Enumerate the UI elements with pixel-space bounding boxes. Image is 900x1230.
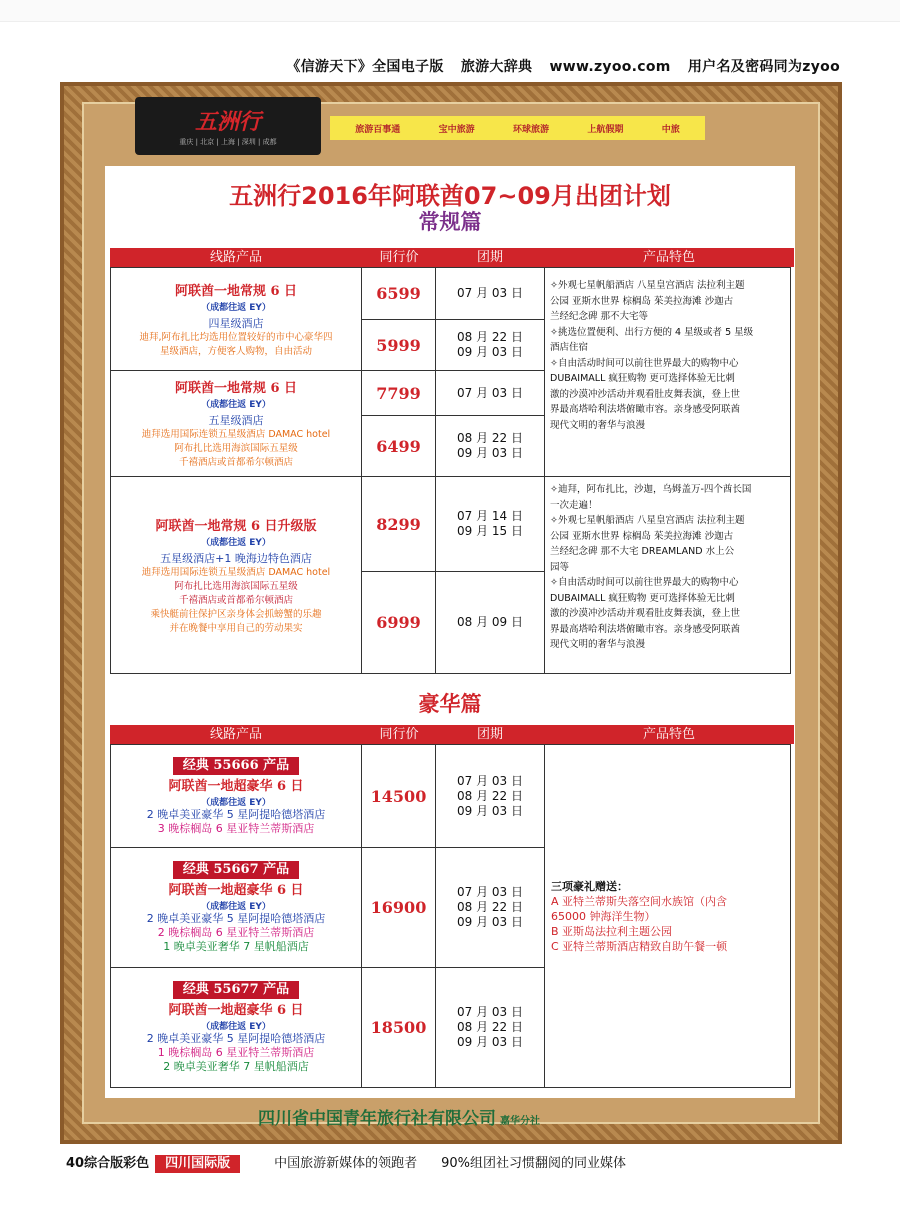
login-note: 用户名及密码同为zyoo [687, 59, 840, 75]
route-hotel: 五星级酒店+1 晚海边特色酒店 [160, 551, 312, 565]
price-cell: 14500 [361, 744, 436, 848]
price-cell: 6499 [361, 415, 436, 477]
partner-logo: 宝中旅游 [438, 124, 475, 135]
route-note: 乘快艇前往保护区亲身体会抓螃蟹的乐趣 [150, 608, 322, 620]
column-header: 同行价 [379, 727, 419, 742]
column-header: 团期 [476, 727, 503, 742]
feature-line: 兰经纪念碑 那不大宅等 [550, 311, 649, 322]
gift-item: 65000 钟海洋生物） [551, 909, 656, 923]
route-cell [110, 967, 362, 1088]
feature-line: 公园 亚斯水世界 棕榈岛 茱美拉海滩 沙迦古 [550, 295, 734, 307]
feature-line: 激的沙漠冲沙活动并观看肚皮舞表演，登上世 [550, 608, 741, 619]
route-hotel-line: 1 晚卓美亚奢华 7 星帆船酒店 [163, 940, 309, 953]
column-header: 团期 [476, 250, 503, 265]
company-name [258, 1104, 540, 1129]
table-header-regular [110, 248, 794, 267]
features-cell [544, 267, 791, 477]
date-text: 09 月 03 日 [457, 446, 523, 460]
publication-name: 《信游天下》全国电子版 [286, 59, 444, 75]
route-name: 阿联酋一地常规 6 日 [174, 283, 298, 299]
date-text: 07 月 14 日 [457, 509, 523, 523]
partner-logo: 中旅 [661, 124, 680, 135]
feature-line: 园等 [550, 561, 570, 573]
dates-cell [435, 476, 545, 572]
dates-cell [435, 370, 545, 416]
features-cell [544, 476, 791, 674]
route-departure: （成都往返 EY） [201, 400, 271, 410]
company-branch: 嘉华分社 [500, 1116, 540, 1127]
dictionary-label: 旅游大辞典 [460, 59, 533, 75]
route-cell [110, 267, 362, 371]
dates-cell [435, 571, 545, 674]
route-name: 阿联酋一地常规 6 日 [174, 381, 298, 396]
dates-cell [435, 267, 545, 320]
route-hotel-line: 1 晚棕榈岛 6 星亚特兰蒂斯酒店 [157, 1046, 315, 1059]
price-cell: 8299 [361, 476, 436, 572]
dates-cell [435, 744, 545, 848]
dates-cell [435, 415, 545, 477]
date-text: 07 月 03 日 [457, 286, 523, 300]
feature-line: DUBAIMALL 疯狂购物 更可选择体验无比刺 [550, 373, 735, 384]
feature-line: ✧外观七星帆船酒店 八星皇宫酒店 法拉利主题 [550, 280, 745, 291]
date-text: 09 月 15 日 [457, 524, 523, 538]
column-header: 线路产品 [209, 727, 262, 742]
gift-item: C 亚特兰蒂斯酒店精致自助午餐一顿 [551, 939, 728, 953]
dates-cell [435, 319, 545, 371]
feature-line: 界最高塔哈利法塔俯瞰市容。亲身感受阿联酋 [550, 623, 741, 635]
feature-line: ✧外观七星帆船酒店 八星皇宫酒店 法拉利主题 [550, 515, 745, 526]
date-text: 08 月 22 日 [457, 431, 523, 445]
route-hotel: 四星级酒店 [208, 316, 264, 330]
feature-line: 现代文明的奢华与浪漫 [550, 419, 646, 431]
product-badge: 经典 55667 产品 [173, 861, 299, 879]
partner-logo: 旅游百事通 [355, 124, 401, 135]
price-cell: 16900 [361, 847, 436, 968]
page-header [0, 0, 900, 82]
date-text: 09 月 03 日 [457, 345, 523, 359]
price-cell: 7799 [361, 370, 436, 416]
route-note: 迪拜选用国际连锁五星级酒店 DAMAC hotel [141, 566, 331, 578]
feature-line: 公园 亚斯水世界 棕榈岛 茱美拉海滩 沙迦古 [550, 530, 734, 542]
gifts-cell [544, 744, 791, 1088]
date-text: 08 月 22 日 [457, 1020, 523, 1034]
feature-line: 酒店住宿 [550, 342, 589, 353]
feature-line: ✧自由活动时间可以前往世界最大的购物中心 [550, 357, 739, 369]
date-text: 08 月 22 日 [457, 330, 523, 344]
date-text: 08 月 09 日 [457, 615, 523, 629]
company-title: 四川省中国青年旅行社有限公司 [258, 1109, 496, 1129]
gift-item: B 亚斯岛法拉利主题公园 [551, 924, 673, 938]
route-departure: （成都往返 EY） [201, 1022, 271, 1032]
logo-cities: 重庆 | 北京 | 上海 | 深圳 | 成都 [179, 138, 277, 146]
price-cell: 6599 [361, 267, 436, 320]
route-note: 并在晚餐中享用自己的劳动果实 [169, 622, 303, 634]
route-hotel-line: 2 晚卓美亚豪华 5 星阿提哈德塔酒店 [146, 912, 326, 925]
date-text: 08 月 22 日 [457, 788, 523, 803]
route-name: 阿联酋一地超豪华 6 日 [168, 883, 304, 898]
slogan: 中国旅游新媒体的领跑者 [274, 1156, 418, 1171]
column-header: 产品特色 [642, 727, 695, 742]
feature-line: ✧挑选位置便利、出行方便的 4 星级或者 5 星级 [550, 326, 754, 338]
partner-logo: 上航假期 [587, 124, 624, 135]
page-footer [66, 1152, 846, 1174]
feature-line: DUBAIMALL 疯狂购物 更可选择体验无比刺 [550, 592, 735, 604]
date-text: 09 月 03 日 [457, 915, 523, 929]
section-title-regular: 常规篇 [418, 210, 482, 234]
route-note: 阿布扎比选用海滨国际五星级 [174, 580, 298, 592]
dates-cell [435, 847, 545, 968]
route-name: 阿联酋一地常规 6 日升级版 [155, 518, 317, 534]
route-departure: （成都往返 EY） [201, 797, 271, 808]
route-cell [110, 476, 362, 674]
feature-line: 兰经纪念碑 那不大宅 DREAMLAND 水上公 [550, 546, 735, 557]
logo-text: 五洲行 [194, 109, 261, 135]
site-link[interactable]: www.zyoo.com [549, 59, 671, 75]
date-text: 09 月 03 日 [457, 803, 523, 818]
route-note: 千禧酒店或首都希尔顿酒店 [178, 594, 293, 606]
product-badge: 经典 55677 产品 [173, 981, 299, 999]
price-cell: 18500 [361, 967, 436, 1088]
table-header-luxury [110, 725, 794, 744]
page-number: 40综合版彩色 [66, 1156, 150, 1171]
date-text: 07 月 03 日 [457, 1005, 523, 1019]
gifts-heading: 三项豪礼赠送： [551, 879, 628, 893]
route-hotel-line: 2 晚卓美亚豪华 5 星阿提哈德塔酒店 [146, 807, 326, 821]
feature-line: 激的沙漠冲沙活动并观看肚皮舞表演，登上世 [550, 388, 741, 400]
top-strip [0, 0, 900, 22]
column-header: 线路产品 [209, 250, 262, 265]
feature-line: 现代文明的奢华与浪漫 [550, 639, 646, 650]
brand-logo [135, 97, 321, 155]
date-text: 07 月 03 日 [457, 885, 523, 899]
route-cell [110, 847, 362, 968]
route-hotel-line: 2 晚棕榈岛 6 星亚特兰蒂斯酒店 [157, 926, 315, 939]
route-hotel-line: 3 晚棕榈岛 6 星亚特兰蒂斯酒店 [157, 821, 315, 835]
column-header: 产品特色 [642, 250, 695, 265]
route-note: 星级酒店，方便客人购物，自由活动 [159, 345, 312, 357]
feature-line: ✧迪拜，阿布扎比，沙迦，乌姆盖万-四个酋长国 [550, 484, 752, 495]
date-text: 07 月 03 日 [457, 773, 523, 788]
column-header: 同行价 [379, 250, 419, 265]
route-hotel: 五星级酒店 [208, 414, 264, 427]
route-hotel-line: 2 晚卓美亚奢华 7 星帆船酒店 [163, 1060, 309, 1073]
feature-line: 界最高塔哈利法塔俯瞰市容。亲身感受阿联酋 [550, 404, 741, 415]
route-cell [110, 370, 362, 477]
route-note: 迪拜,阿布扎比均选用位置较好的市中心豪华四 [139, 331, 333, 343]
edition-badge: 四川国际版 [155, 1155, 240, 1173]
section-title-luxury: 豪华篇 [418, 692, 482, 716]
route-departure: （成都往返 EY） [201, 537, 271, 548]
gift-item: A 亚特兰蒂斯失落空间水族馆（内含 [551, 894, 728, 908]
product-badge: 经典 55666 产品 [173, 757, 299, 775]
price-cell: 6999 [361, 571, 436, 674]
date-text: 09 月 03 日 [457, 1035, 523, 1049]
route-departure: （成都往返 EY） [201, 302, 271, 313]
route-note: 阿布扎比选用海滨国际五星级 [174, 443, 298, 454]
partner-strip [330, 116, 705, 140]
feature-line: 一次走遍！ [550, 499, 598, 511]
header-line [274, 56, 840, 76]
route-note: 千禧酒店或首都希尔顿酒店 [178, 457, 293, 468]
feature-line: ✧自由活动时间可以前往世界最大的购物中心 [550, 577, 739, 588]
schedule-card [105, 166, 795, 1098]
price-cell: 5999 [361, 319, 436, 371]
page-title: 五洲行2016年阿联酋07~09月出团计划 [229, 182, 671, 210]
slogan: 90%组团社习惯翻阅的同业媒体 [441, 1156, 627, 1171]
date-text: 08 月 22 日 [457, 900, 523, 914]
partner-logo: 环球旅游 [512, 124, 549, 135]
dates-cell [435, 967, 545, 1088]
date-text: 07 月 03 日 [457, 385, 523, 400]
route-hotel-line: 2 晚卓美亚豪华 5 星阿提哈德塔酒店 [146, 1032, 326, 1045]
route-note: 迪拜选用国际连锁五星级酒店 DAMAC hotel [141, 429, 331, 440]
route-cell [110, 744, 362, 848]
route-departure: （成都往返 EY） [201, 902, 271, 912]
route-name: 阿联酋一地超豪华 6 日 [168, 778, 304, 794]
route-name: 阿联酋一地超豪华 6 日 [168, 1003, 304, 1018]
